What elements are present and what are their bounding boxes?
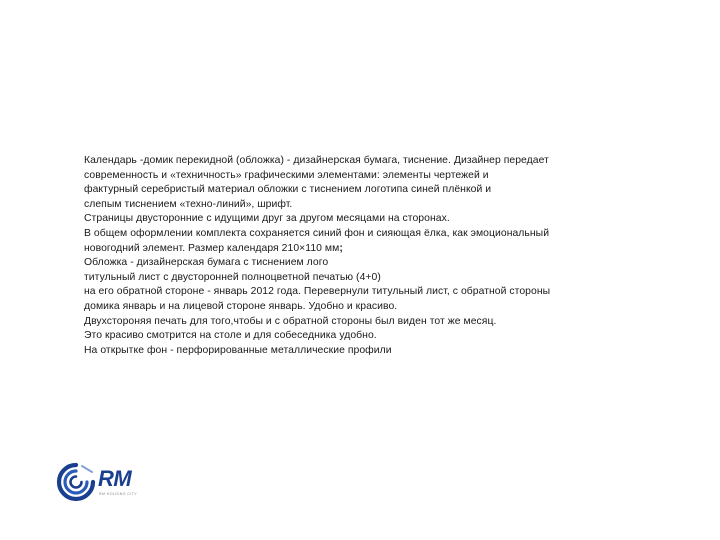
logo-text: RM — [98, 466, 132, 491]
description-line-size — [84, 242, 684, 257]
description-line: Обложка - дизайнерская бумага с тиснением лого — [84, 257, 329, 269]
logo-swirl-icon — [56, 462, 96, 502]
description-line: Это красиво смотрится на столе и для собеседника удобно. — [84, 330, 377, 342]
description-line: новогодний элемент. Размер календаря 210×110 мм — [84, 242, 340, 254]
description-line: домика январь и на лицевой стороне январь. Удобно и красиво. — [84, 300, 398, 312]
description-line: В общем оформлении комплекта сохраняется синий фон и сияющая ёлка, как эмоциональный — [84, 227, 550, 239]
description-line: На открытке фон - перфорированные металлические профили — [84, 344, 392, 356]
description-line: Двухстороняя печать для того,чтобы и с обратной стороны был виден тот же месяц. — [84, 315, 497, 327]
logo-tagline: RM HOLDING CITY — [99, 492, 138, 496]
semicolon: ; — [339, 242, 343, 254]
company-logo — [56, 462, 166, 506]
description-line: Страницы двусторонние с идущими друг за другом месяцами на сторонах. — [84, 213, 450, 225]
description-line: титульный лист с двусторонней полноцветной печатью (4+0) — [84, 271, 381, 283]
description-line: слепым тиснением «техно-линий», шрифт. — [84, 198, 293, 210]
description-line: фактурный серебристый материал обложки с тиснением логотипа синей плёнкой и — [84, 184, 492, 196]
description-line: Календарь -домик перекидной (обложка) - дизайнерская бумага, тиснение. Дизайнер передает — [84, 155, 549, 166]
description-text — [84, 154, 684, 358]
description-line: на его обратной стороне - январь 2012 года. Перевернули титульный лист, с обратной стороны — [84, 286, 551, 298]
description-line: современность и «техничность» графическими элементами: элементы чертежей и — [84, 169, 489, 181]
